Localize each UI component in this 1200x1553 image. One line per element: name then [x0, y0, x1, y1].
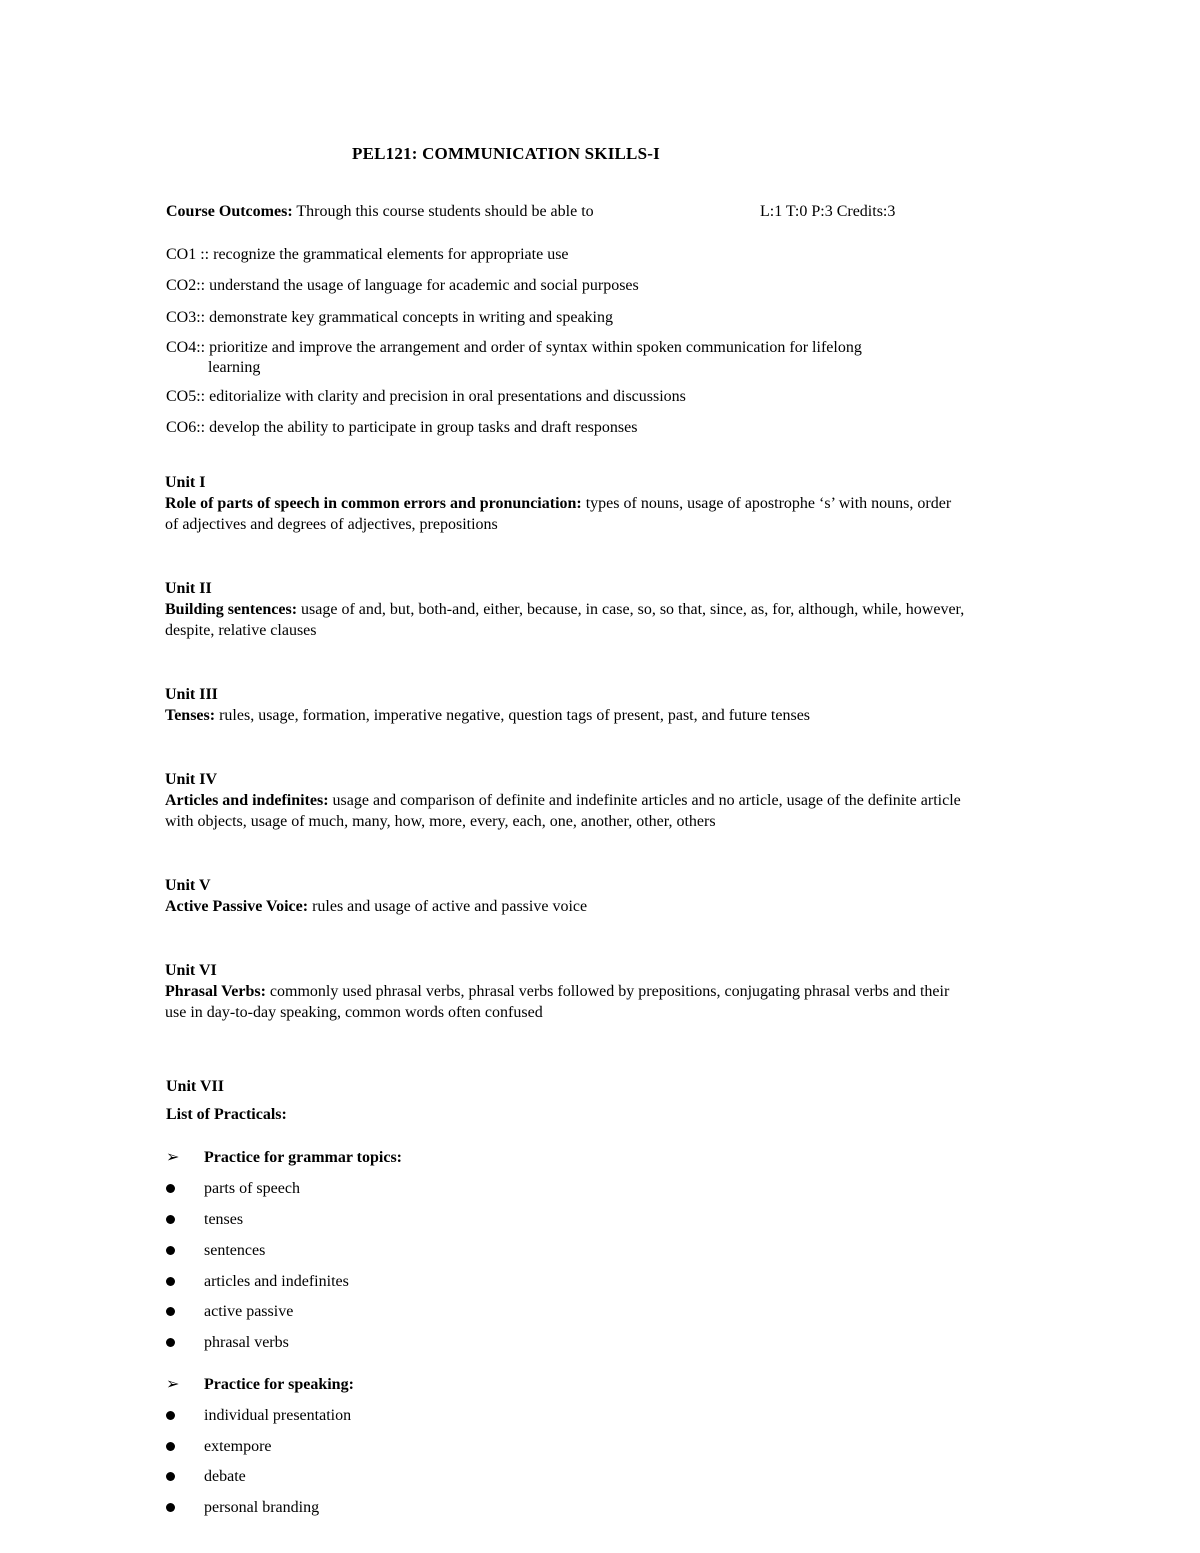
- outcome-co1: [166, 245, 569, 265]
- unit-text: rules, usage, formation, imperative negative, question tags of present, past, and future tenses: [215, 707, 811, 724]
- ltp-credits: L:1 T:0 P:3 Credits:3: [760, 203, 896, 220]
- unit-text: types of nouns, usage of apostrophe ‘s’ with nouns, order of adjectives and degrees of adjectives, prepositions: [165, 495, 952, 533]
- bullet-dot-icon: [166, 1406, 186, 1426]
- unit-heading: Unit V: [165, 877, 211, 894]
- list-item-text: individual presentation: [204, 1407, 352, 1424]
- outcome-text: understand the usage of language for academic and social purposes: [205, 277, 639, 294]
- bullet-dot-icon: [166, 1272, 186, 1292]
- outcome-co4: [166, 338, 862, 378]
- unit-heading: Unit II: [165, 580, 212, 597]
- list-item-text: parts of speech: [204, 1180, 300, 1197]
- unit-text: commonly used phrasal verbs, phrasal verbs followed by prepositions, conjugating phrasal verbs and their use in day-to-day speaking, common words often confused: [165, 983, 950, 1021]
- outcome-co3: [166, 308, 613, 328]
- list-item-text: articles and indefinites: [204, 1273, 349, 1290]
- unit-5: [165, 875, 965, 917]
- unit-text: rules and usage of active and passive voice: [308, 898, 588, 915]
- outcome-text: prioritize and improve the arrangement and order of syntax within spoken communication for lifelong: [205, 339, 862, 356]
- unit-6: [165, 960, 965, 1023]
- unit-topic: Role of parts of speech in common errors and pronunciation:: [165, 495, 582, 512]
- list-item-text: tenses: [204, 1211, 244, 1228]
- outcome-code: CO6::: [166, 419, 206, 436]
- list-item-text: active passive: [204, 1303, 294, 1320]
- bullet-dot-icon: [166, 1302, 186, 1322]
- unit-topic: Active Passive Voice:: [165, 898, 309, 915]
- outcome-code: CO4::: [166, 339, 206, 356]
- unit-topic: Articles and indefinites:: [165, 792, 329, 809]
- unit-topic: Building sentences:: [165, 601, 298, 618]
- bullet-dot-icon: [166, 1498, 186, 1518]
- outcome-co5: [166, 387, 686, 407]
- outcome-text: recognize the grammatical elements for appropriate use: [209, 246, 569, 263]
- unit-heading: Unit III: [165, 686, 218, 703]
- bullet-dot-icon: [166, 1179, 186, 1199]
- bullet-dot-icon: [166, 1467, 186, 1487]
- outcome-code: CO1 ::: [166, 246, 210, 263]
- outcome-text: develop the ability to participate in group tasks and draft responses: [205, 419, 638, 436]
- arrow-bullet-icon: ➢: [166, 1149, 180, 1166]
- unit-heading: Unit I: [165, 474, 206, 491]
- unit-text: usage and comparison of definite and indefinite articles and no article, usage of the definite article with objects, usage of much, many, how, more, every, each, one, another, other, others: [165, 792, 961, 830]
- outcome-co2: [166, 276, 639, 296]
- bullet-dot-icon: [166, 1241, 186, 1261]
- practicals-title: List of Practicals:: [166, 1106, 287, 1123]
- bullet-dot-icon: [166, 1333, 186, 1353]
- outcome-code: CO3::: [166, 309, 206, 326]
- list-item-text: debate: [204, 1468, 246, 1485]
- bullet-dot-icon: [166, 1210, 186, 1230]
- outcome-text: editorialize with clarity and precision in oral presentations and discussions: [205, 388, 686, 405]
- outcome-co6: [166, 418, 637, 438]
- unit-7-heading: Unit VII: [166, 1078, 224, 1095]
- unit-text: usage of and, but, both-and, either, because, in case, so, so that, since, as, for, although, while, however, despite, relative clauses: [165, 601, 965, 639]
- unit-1: [165, 472, 965, 535]
- unit-topic: Phrasal Verbs:: [165, 983, 266, 1000]
- outcome-text-continued: learning: [208, 359, 261, 376]
- list-item-text: phrasal verbs: [204, 1334, 289, 1351]
- unit-heading: Unit VI: [165, 962, 217, 979]
- outcome-code: CO2::: [166, 277, 206, 294]
- unit-2: [165, 578, 965, 641]
- outcome-text: demonstrate key grammatical concepts in writing and speaking: [205, 309, 613, 326]
- grammar-heading-text: Practice for grammar topics:: [204, 1149, 402, 1166]
- bullet-dot-icon: [166, 1437, 186, 1457]
- speaking-heading-text: Practice for speaking:: [204, 1376, 354, 1393]
- list-item-text: sentences: [204, 1242, 266, 1259]
- unit-heading: Unit IV: [165, 771, 218, 788]
- unit-3: [165, 684, 965, 726]
- list-item-text: extempore: [204, 1438, 272, 1455]
- unit-4: [165, 769, 965, 832]
- course-outcomes-text: Through this course students should be able to: [292, 203, 594, 220]
- unit-topic: Tenses:: [165, 707, 216, 724]
- list-item-text: personal branding: [204, 1499, 320, 1516]
- course-outcomes-intro: [166, 202, 594, 222]
- outcome-code: CO5::: [166, 388, 206, 405]
- course-outcomes-label: Course Outcomes:: [166, 203, 293, 220]
- arrow-bullet-icon: ➢: [166, 1376, 180, 1393]
- course-title: PEL121: COMMUNICATION SKILLS-I: [352, 144, 660, 163]
